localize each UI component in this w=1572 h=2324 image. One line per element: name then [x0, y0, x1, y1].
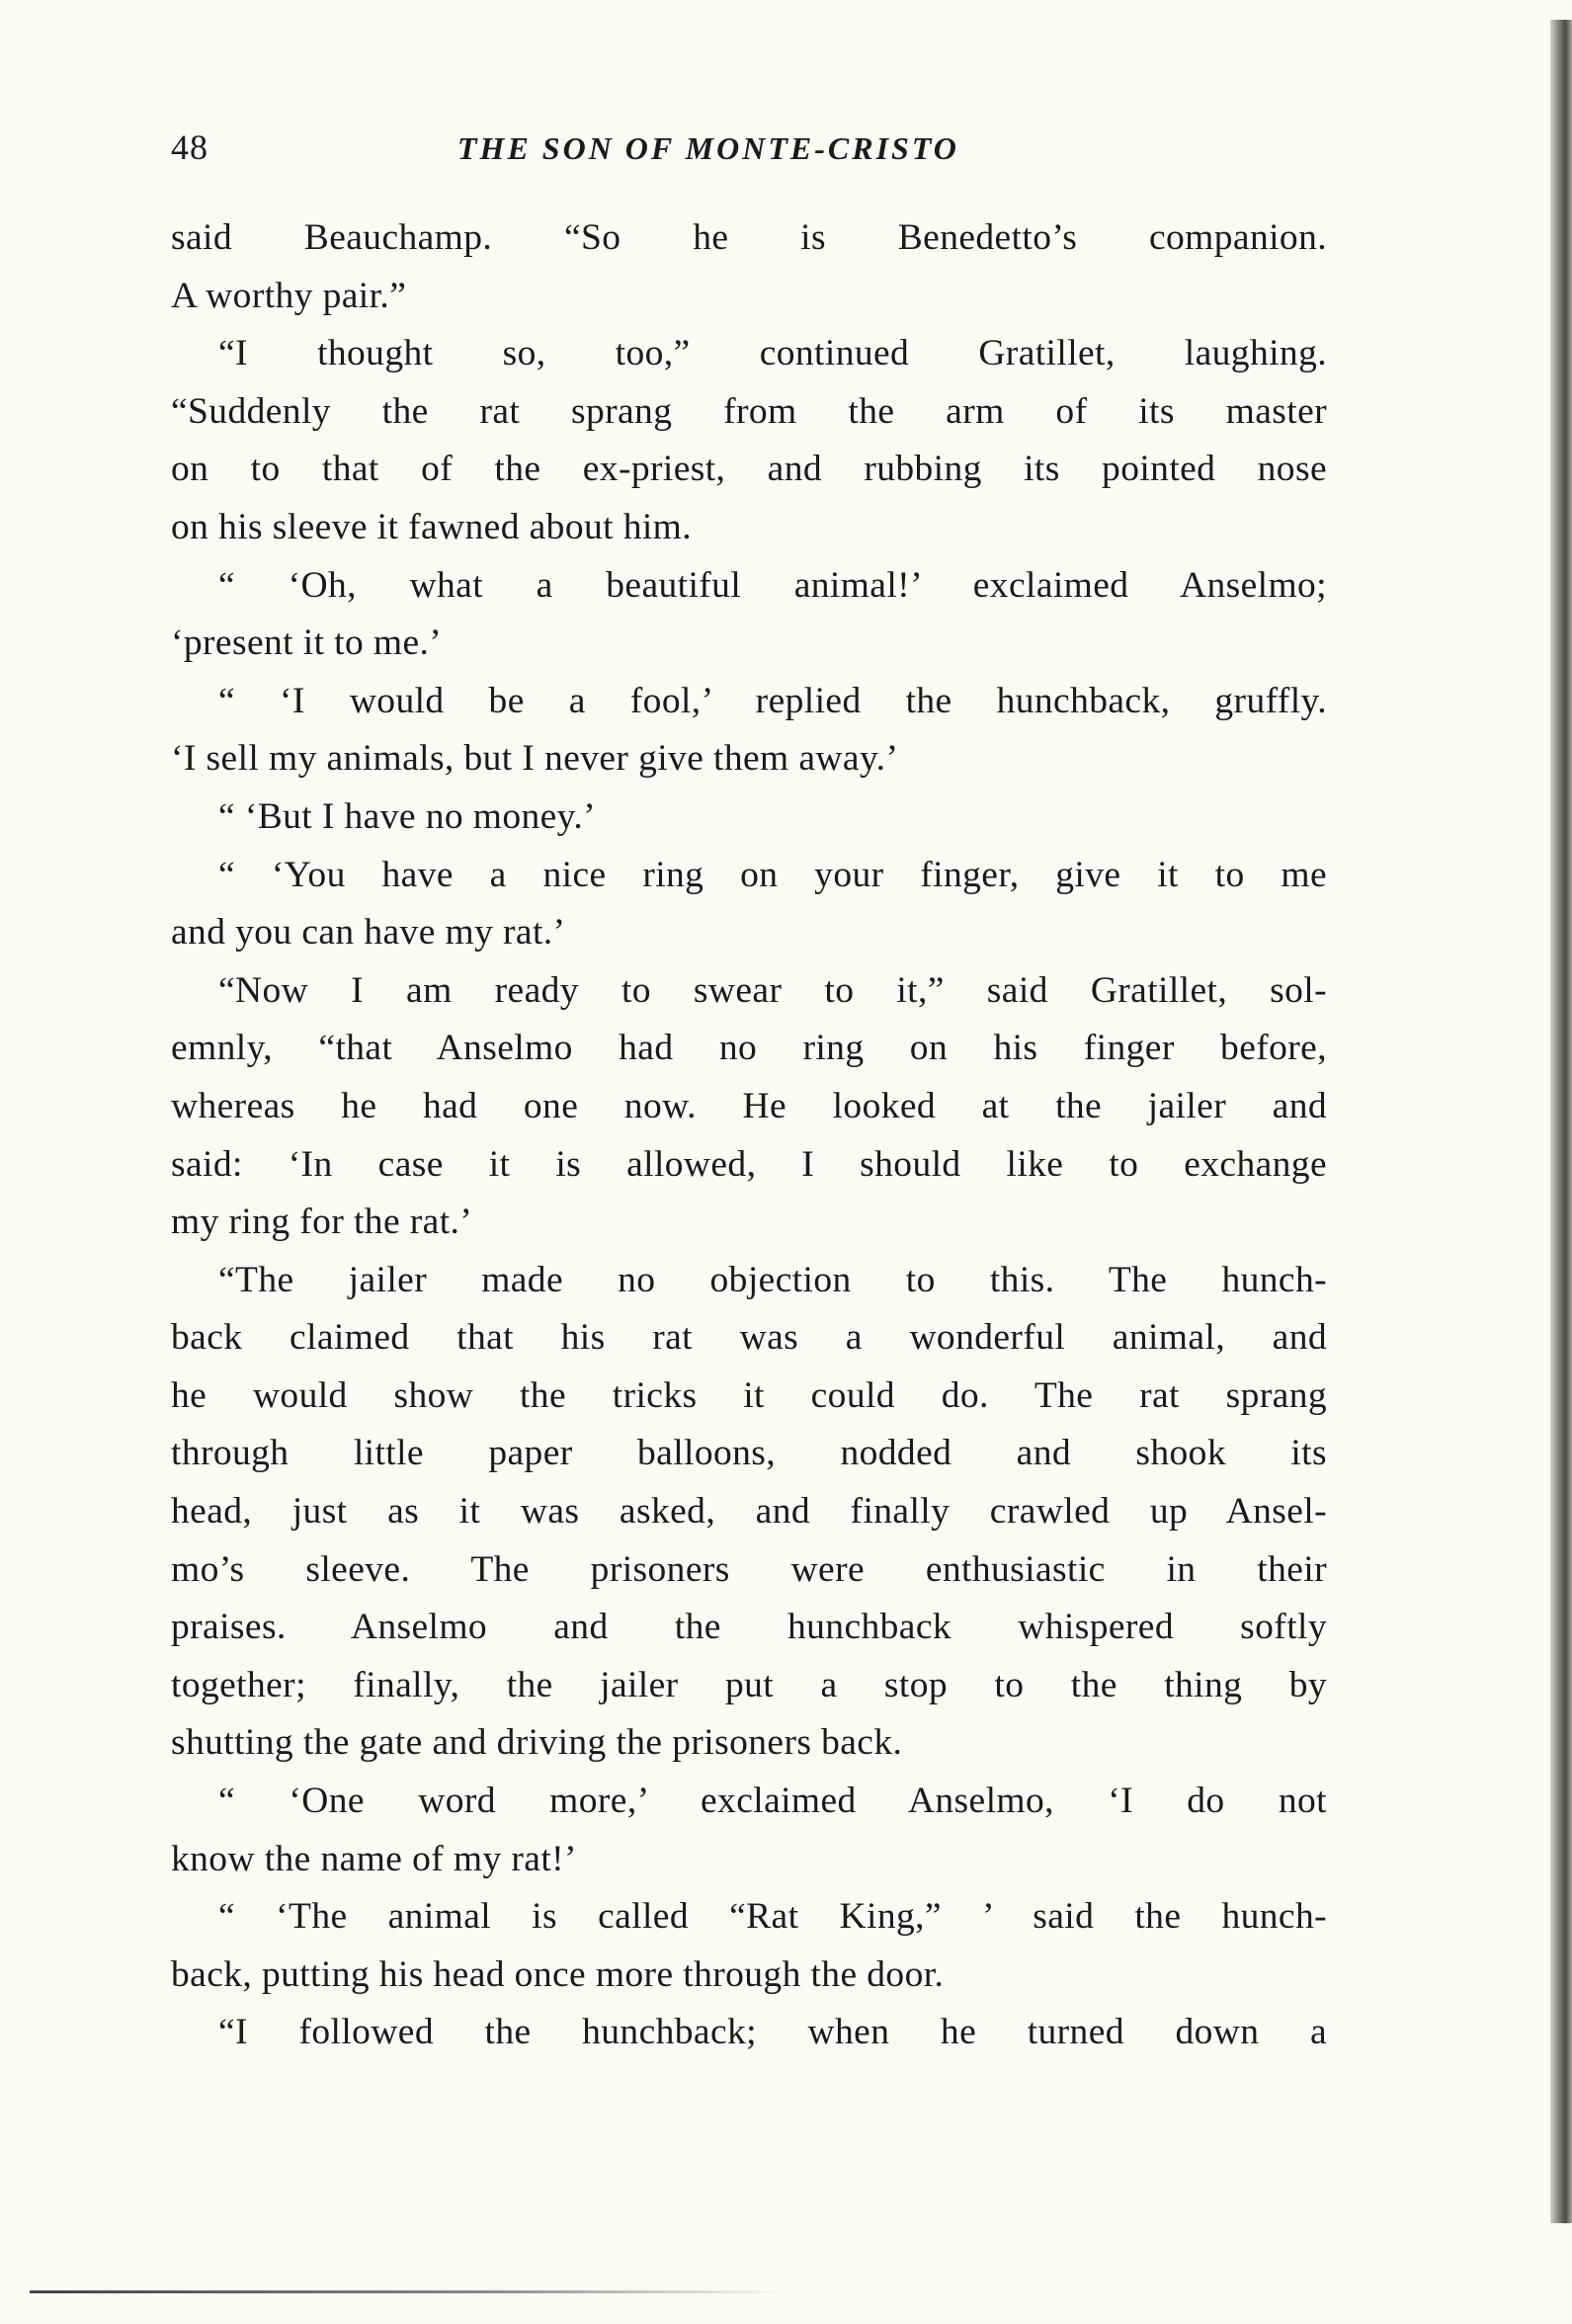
- text-line: shutting the gate and driving the prisoners back.: [171, 1722, 903, 1764]
- text-line: “ ‘One word more,’ exclaimed Anselmo, ‘I do not: [218, 1781, 1327, 1822]
- text-line: through little paper balloons, nodded and shook its: [171, 1433, 1327, 1474]
- page-number: 48: [171, 127, 208, 167]
- text-line: “I followed the hunchback; when he turned down a: [218, 2012, 1327, 2053]
- text-line: “ ‘Oh, what a beautiful animal!’ exclaimed Anselmo;: [218, 564, 1327, 606]
- text-line: on to that of the ex-priest, and rubbing its pointed nose: [171, 449, 1327, 490]
- page-header: [171, 126, 1327, 186]
- text-line: my ring for the rat.’: [171, 1202, 473, 1243]
- text-line: emnly, “that Anselmo had no ring on his finger before,: [171, 1028, 1327, 1069]
- text-line: “ ‘You have a nice ring on your finger, give it to me: [218, 854, 1327, 895]
- text-line: together; finally, the jailer put a stop to the thing by: [171, 1664, 1327, 1705]
- body-text: [171, 209, 1327, 2062]
- text-line: mo’s sleeve. The prisoners were enthusiastic in their: [171, 1548, 1327, 1590]
- text-line: “I thought so, too,” continued Gratillet, laughing.: [218, 333, 1327, 374]
- text-line: back, putting his head once more through the door.: [171, 1953, 945, 1995]
- text-line: “ ‘But I have no money.’: [218, 795, 597, 837]
- page-binding-edge: [1550, 20, 1572, 2223]
- text-line: on his sleeve it fawned about him.: [171, 506, 693, 547]
- running-title: THE SON OF MONTE-CRISTO: [457, 130, 959, 166]
- text-line: A worthy pair.”: [171, 275, 407, 316]
- footer-rule: [30, 2290, 781, 2293]
- text-line: back claimed that his rat was a wonderful animal, and: [171, 1317, 1327, 1359]
- text-line: “ ‘The animal is called “Rat King,” ’ said the hunch-: [218, 1896, 1327, 1938]
- text-line: head, just as it was asked, and finally crawled up Ansel-: [171, 1491, 1327, 1533]
- text-line: said Beauchamp. “So he is Benedetto’s companion.: [171, 217, 1327, 258]
- text-line: ‘present it to me.’: [171, 622, 443, 664]
- text-line: he would show the tricks it could do. The rat sprang: [171, 1374, 1327, 1416]
- text-line: ‘I sell my animals, but I never give them away.’: [171, 738, 899, 780]
- text-line: whereas he had one now. He looked at the jailer and: [171, 1085, 1327, 1126]
- text-line: “ ‘I would be a fool,’ replied the hunchback, gruffly.: [218, 680, 1327, 721]
- text-line: and you can have my rat.’: [171, 912, 566, 954]
- text-line: “Suddenly the rat sprang from the arm of its master: [171, 390, 1327, 432]
- text-line: “Now I am ready to swear to it,” said Gratillet, sol-: [218, 969, 1327, 1011]
- text-line: “The jailer made no objection to this. The hunch-: [218, 1259, 1327, 1300]
- text-line: know the name of my rat!’: [171, 1838, 577, 1879]
- text-line: said: ‘In case it is allowed, I should like to exchange: [171, 1143, 1327, 1185]
- text-line: praises. Anselmo and the hunchback whispered softly: [171, 1607, 1327, 1648]
